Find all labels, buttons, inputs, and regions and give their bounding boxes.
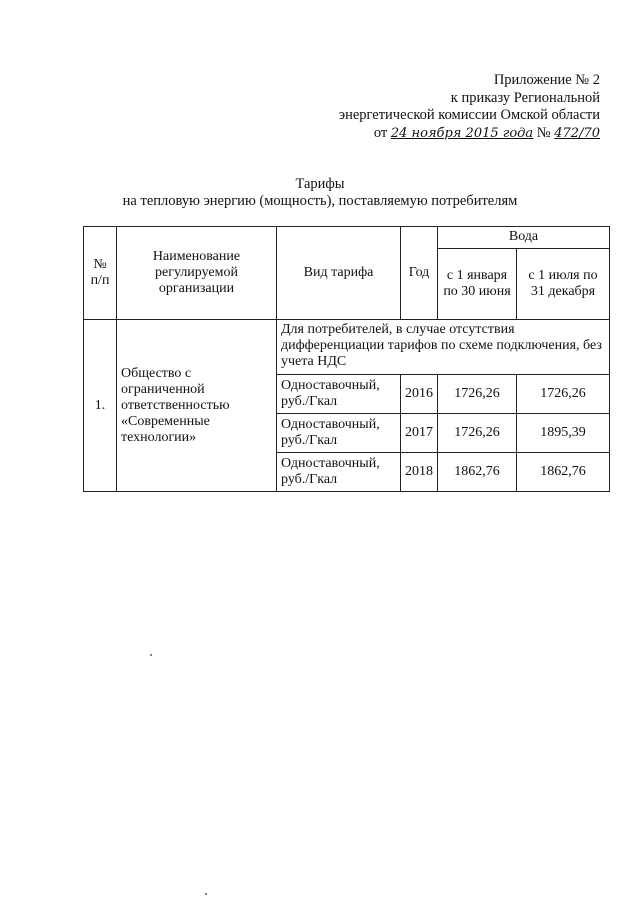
document-title [0, 176, 640, 210]
tariff-period-2: 1726,26 [517, 375, 610, 414]
from-label: от [373, 124, 388, 141]
tariff-table [83, 226, 610, 492]
tariff-period-2: 1862,76 [517, 453, 610, 492]
section-row [84, 320, 610, 375]
appendix-number: Приложение № 2 [493, 72, 600, 88]
scan-speck [150, 654, 152, 656]
organization-name: Общество с ограниченной ответственностью «Современные технологии» [117, 320, 277, 492]
title-line-1: Тарифы [295, 176, 345, 192]
tariff-type: Одноставочный, руб./Гкал [277, 375, 401, 414]
header-period-1: с 1 января по 30 июня [438, 248, 517, 319]
tariff-type: Одноставочный, руб./Гкал [277, 414, 401, 453]
header-group-water: Вода [438, 227, 610, 249]
number-label: № [536, 124, 551, 141]
header-row-1 [84, 227, 610, 249]
order-reference: к приказу Региональной [450, 89, 600, 106]
header-tariff-type: Вид тарифа [277, 227, 401, 320]
row-number: 1. [84, 320, 117, 492]
tariff-period-2: 1895,39 [517, 414, 610, 453]
tariff-year: 2016 [401, 375, 438, 414]
tariff-period-1: 1726,26 [438, 375, 517, 414]
tariff-period-1: 1726,26 [438, 414, 517, 453]
header-num: № п/п [84, 227, 117, 320]
commission-name: энергетической комиссии Омской области [338, 107, 600, 123]
section-note: Для потребителей, в случае отсутствия дифференциации тарифов по схеме подключения, без учета НДС [277, 320, 610, 375]
title-line-2: на тепловую энергию (мощность), поставляемую потребителям [122, 193, 518, 209]
tariff-year: 2018 [401, 453, 438, 492]
header-year: Год [401, 227, 438, 320]
tariff-year: 2017 [401, 414, 438, 453]
order-date-line [339, 125, 600, 143]
scan-speck [205, 893, 207, 895]
header-period-2: с 1 июля по 31 декабря [517, 248, 610, 319]
handwritten-date: 24 ноября 2015 года [390, 125, 534, 141]
header-org: Наименование регулируемой организации [117, 227, 277, 320]
handwritten-number: 472/70 [554, 125, 600, 141]
tariff-type: Одноставочный, руб./Гкал [277, 453, 401, 492]
tariff-period-1: 1862,76 [438, 453, 517, 492]
appendix-header [339, 72, 600, 142]
